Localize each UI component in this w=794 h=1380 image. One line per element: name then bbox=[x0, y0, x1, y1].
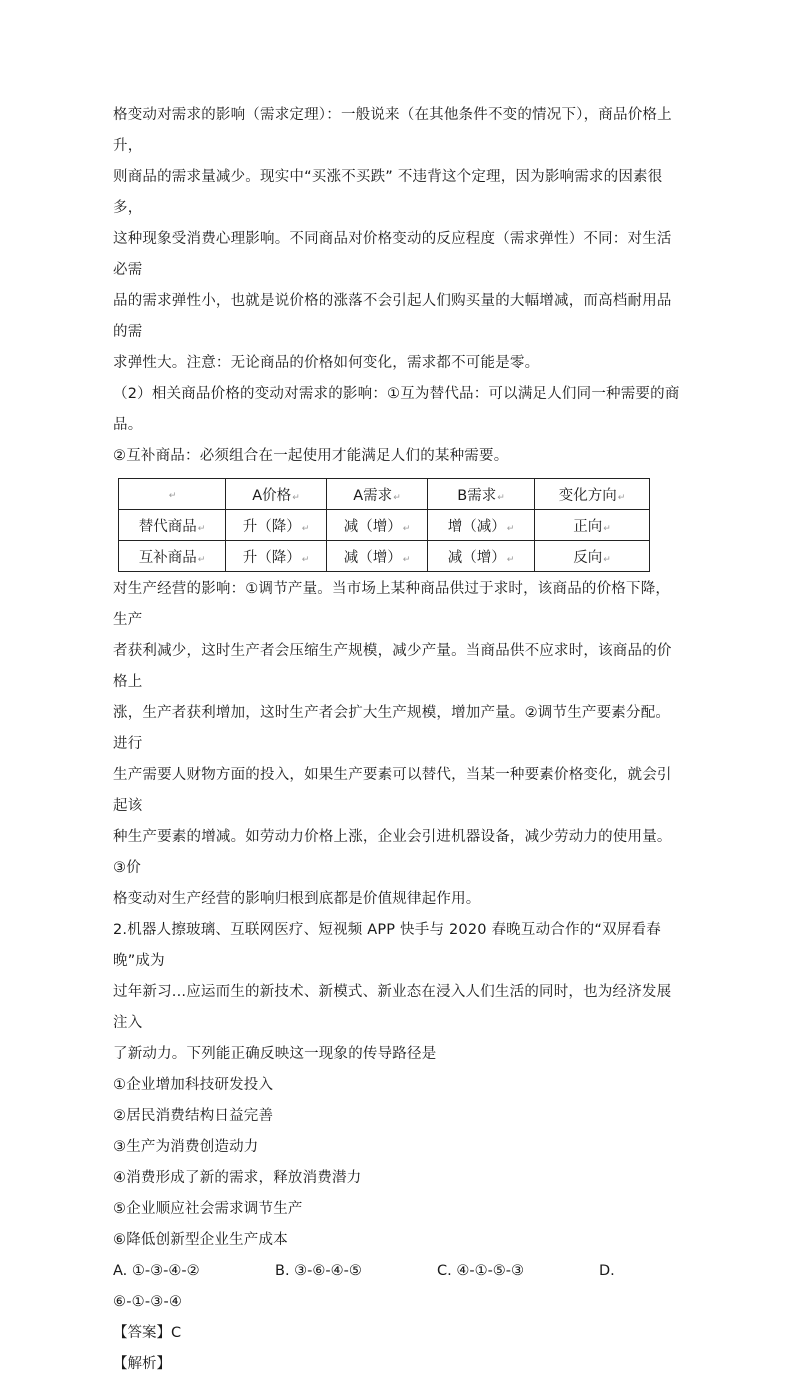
question-line: 过年新习...应运而生的新技术、新模式、新业态在浸入人们生活的同时，也为经济发展注入 bbox=[113, 984, 672, 1031]
answer-options bbox=[113, 1256, 683, 1287]
table-header-cell: A价格↵ bbox=[226, 479, 327, 510]
paragraph-line: 这种现象受消费心理影响。不同商品对价格变动的反应程度（需求弹性）不同：对生活必需 bbox=[113, 231, 672, 278]
paragraph-line: 对生产经营的影响：①调节产量。当市场上某种商品供过于求时，该商品的价格下降，生产 bbox=[113, 581, 671, 628]
analysis-label: 【解析】 bbox=[113, 1356, 171, 1372]
table-cell: 反向↵ bbox=[535, 541, 650, 572]
choice-item: ⑥降低创新型企业生产成本 bbox=[113, 1232, 288, 1248]
choice-item: ①企业增加科技研发投入 bbox=[113, 1077, 274, 1093]
paragraph-line: 品的需求弹性小，也就是说价格的涨落不会引起人们购买量的大幅增减，而高档耐用品的需 bbox=[113, 293, 672, 340]
choice-item: ②居民消费结构日益完善 bbox=[113, 1108, 274, 1124]
table-header-cell: B需求↵ bbox=[428, 479, 535, 510]
option-d-continuation: ⑥-①-③-④ bbox=[113, 1294, 183, 1310]
paragraph-line: 生产需要人财物方面的投入，如果生产要素可以替代，当某一种要素价格变化，就会引起该 bbox=[113, 767, 672, 814]
paragraph-line: （2）相关商品价格的变动对需求的影响：①互为替代品：可以满足人们同一种需要的商品。 bbox=[113, 386, 680, 433]
table-cell: 减（增）↵ bbox=[428, 541, 535, 572]
option-d: D. bbox=[599, 1263, 615, 1279]
paragraph-line: 者获利减少，这时生产者会压缩生产规模，减少产量。当商品供不应求时，该商品的价格上 bbox=[113, 643, 672, 690]
table-cell: 减（增）↵ bbox=[327, 541, 428, 572]
question-line: 了新动力。下列能正确反映这一现象的传导路径是 bbox=[113, 1046, 437, 1062]
table-row bbox=[119, 510, 650, 541]
table-cell: 正向↵ bbox=[535, 510, 650, 541]
table-header-row bbox=[119, 479, 650, 510]
table-cell: 升（降）↵ bbox=[226, 510, 327, 541]
document-content bbox=[113, 100, 683, 1380]
price-demand-table bbox=[118, 478, 650, 572]
paragraph-line: 涨，生产者获利增加，这时生产者会扩大生产规模，增加产量。②调节生产要素分配。进行 bbox=[113, 705, 671, 752]
choice-item: ③生产为消费创造动力 bbox=[113, 1139, 259, 1155]
paragraph-line: 格变动对生产经营的影响归根到底都是价值规律起作用。 bbox=[113, 891, 481, 907]
answer-value: C bbox=[171, 1325, 182, 1341]
option-a: A. ①-③-④-② bbox=[113, 1263, 200, 1279]
table-cell: 升（降）↵ bbox=[226, 541, 327, 572]
paragraph-line: ②互补商品：必须组合在一起使用才能满足人们的某种需要。 bbox=[113, 448, 509, 464]
table-cell: 互补商品↵ bbox=[119, 541, 226, 572]
answer-label: 【答案】 bbox=[113, 1325, 171, 1341]
paragraph-line: 则商品的需求量减少。现实中“买涨不买跌” 不违背这个定理，因为影响需求的因素很多， bbox=[113, 169, 663, 216]
choice-item: ④消费形成了新的需求，释放消费潜力 bbox=[113, 1170, 362, 1186]
question-line: 2.机器人擦玻璃、互联网医疗、短视频 APP 快手与 2020 春晚互动合作的“双屏看春晚”成为 bbox=[113, 922, 661, 969]
table-header-cell: ↵ bbox=[119, 479, 226, 510]
choice-item: ⑤企业顺应社会需求调节生产 bbox=[113, 1201, 303, 1217]
table-header-cell: A需求↵ bbox=[327, 479, 428, 510]
paragraph-line: 求弹性大。注意：无论商品的价格如何变化，需求都不可能是零。 bbox=[113, 355, 540, 371]
option-b: B. ③-⑥-④-⑤ bbox=[275, 1263, 362, 1279]
table-cell: 减（增）↵ bbox=[327, 510, 428, 541]
table-row bbox=[119, 541, 650, 572]
paragraph-line: 种生产要素的增减。如劳动力价格上涨，企业会引进机器设备，减少劳动力的使用量。③价 bbox=[113, 829, 672, 876]
paragraph-line: 格变动对需求的影响（需求定理）：一般说来（在其他条件不变的情况下），商品价格上升， bbox=[113, 107, 672, 154]
answer-line bbox=[113, 1318, 683, 1349]
table-cell: 增（减）↵ bbox=[428, 510, 535, 541]
table-header-cell: 变化方向↵ bbox=[535, 479, 650, 510]
option-c: C. ④-①-⑤-③ bbox=[437, 1263, 525, 1279]
table-cell: 替代商品↵ bbox=[119, 510, 226, 541]
